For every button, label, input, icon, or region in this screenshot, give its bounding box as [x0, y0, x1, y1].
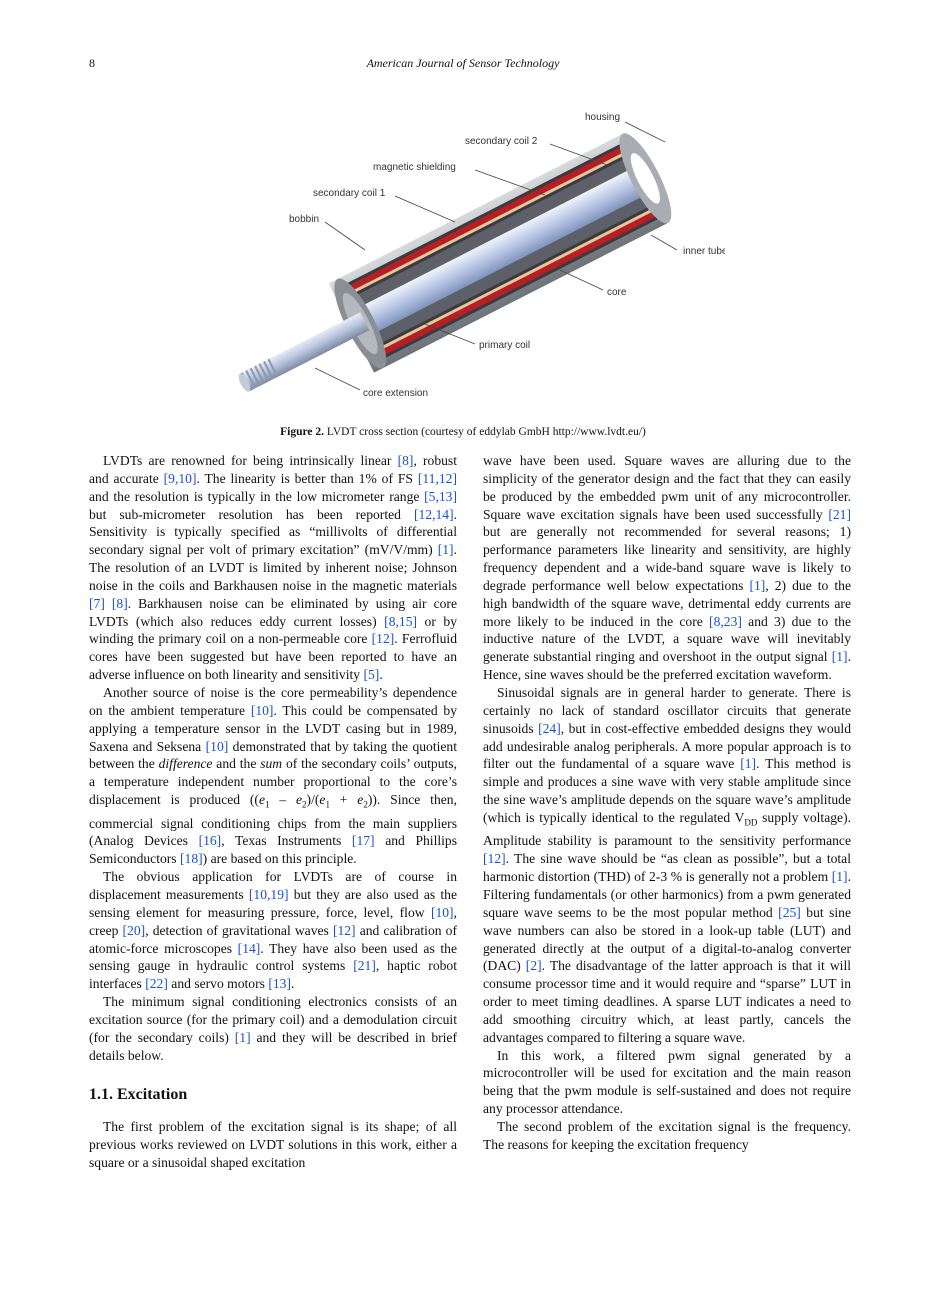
journal-title: American Journal of Sensor Technology [366, 56, 560, 70]
citation-link[interactable]: [8,15] [384, 613, 418, 629]
citation-link[interactable]: [8,23] [709, 613, 742, 629]
paragraph: Sinusoidal signals are in general harder to generate. There is certainly no lack of standard oscillator circuits that generate sinusoids [24], but in cost-effective embedded designs they would add undesirable analog peripherals. A more popular approach is to filter out the fundamental of a square wave [1]. This method is simple and produces a sine wave with very stable amplitude since the sine wave’s amplitude depends on the square wave’s amplitude (which is typically identical to the regulated $V_{DD}$ supply voltage). Amplitude stability is paramount to the sensitivity performance [12]. The sine wave should be “as clean as possible”, but a total harmonic distortion (THD) of 2-3 % is generally not a problem [1]. Filtering fundamentals (or other harmonics) from a pwm generated square wave seems to be the most popular method [25] but sine wave numbers can also be stored in a look-up table (LUT) and generated directly at the output of a digital-to-analog converter (DAC) [2]. The disadvantage of the latter approach is that it will consume processor time and it would require and “sparse” LUT in order to meet timing deadlines. A sparse LUT indicates a need to add smoothing circuitry which, at least partly, cancels the advantages compared to filtering a square wave. [483, 684, 852, 1045]
section-heading: 1.1. Excitation [89, 1086, 188, 1104]
citation-link[interactable]: [21] [353, 958, 376, 974]
label-inner-tube: inner tube [683, 246, 725, 257]
left-column [89, 452, 457, 1172]
label-magnetic-shielding: magnetic shielding [373, 162, 456, 173]
citation-link[interactable]: [10] [430, 904, 454, 920]
citation-link[interactable]: [1] [749, 577, 766, 593]
citation-link[interactable]: [1] [831, 649, 848, 665]
right-column [483, 452, 851, 1154]
citation-link[interactable]: [13] [268, 976, 291, 992]
lvdt-cross-section-image [205, 100, 725, 408]
citation-link[interactable]: [18] [180, 851, 203, 867]
citation-link[interactable]: [10] [250, 702, 274, 718]
paragraph: Another source of noise is the core permeability’s dependence on the ambient temperature [10]. This could be compensated by applying a temperature sensor in the LVDT casing but in 1989, Saxena and Seksena [10] demonstrated that by taking the quotient between the difference and the sum of the secondary coils’ outputs, a temperature independent number proportional to the core’s displacement is produced $((e_1 - e_2)/(e_1 + e_2))$. Since then, commercial signal conditioning chips from the main suppliers (Analog Devices [16], Texas Instruments [17] and Phillips Semiconductors [18]) are based on this principle. [89, 684, 458, 867]
citation-link[interactable]: [22] [145, 976, 168, 992]
paragraph: LVDTs are renowned for being intrinsically linear [8], robust and accurate [9,10]. The linearity is better than 1% of FS [11,12] and the resolution is typically in the low micrometer range [5,13] but sub-micrometer resolution has been reported [12,14]. Sensitivity is typically specified as “millivolts of differential secondary signal per volt of primary excitation” (mV/V/mm) [1]. The resolution of an LVDT is limited by inherent noise; Johnson noise in the coils and Barkhausen noise in the magnetic materials [7] [8]. Barkhausen noise can be eliminated by using air core LVDTs (which also reduces eddy current losses) [8,15] or by winding the primary coil on a non-permeable core [12]. Ferrofluid cores have been suggested but have been reported to have an adverse influence on both linearity and sensitivity [5]. [89, 453, 458, 683]
label-bobbin: bobbin [289, 214, 320, 225]
paragraph: The second problem of the excitation signal is the frequency. The reasons for keeping the excitation frequency [483, 1118, 851, 1152]
citation-link[interactable]: [12] [371, 631, 395, 647]
page-number: 8 [89, 56, 95, 70]
citation-link[interactable]: [9,10] [163, 470, 197, 486]
citation-link[interactable]: [12,14] [413, 506, 454, 522]
figure-caption [0, 426, 926, 438]
citation-link[interactable]: [11,12] [417, 470, 457, 486]
caption-label: Figure 2. [280, 426, 325, 438]
citation-link[interactable]: [1] [437, 542, 454, 558]
citation-link[interactable]: [8] [111, 595, 128, 611]
citation-link[interactable]: [14] [237, 940, 261, 956]
page-header [0, 56, 926, 74]
citation-link[interactable]: [7] [89, 595, 105, 611]
citation-link[interactable]: [2] [525, 958, 542, 974]
caption-text: LVDT cross section (courtesy of eddylab GmbH http://www.lvdt.eu/) [326, 426, 646, 438]
label-core-extension: core extension [363, 388, 429, 399]
label-primary-coil: primary coil [479, 340, 531, 351]
citation-link[interactable]: [1] [234, 1029, 251, 1045]
citation-link[interactable]: [8] [397, 453, 414, 468]
citation-link[interactable]: [25] [778, 904, 801, 920]
paragraph: The minimum signal conditioning electronics consists of an excitation source (for the primary coil) and a demodulation circuit (for the secondary coils) [1] and they will be described in brief details below. [89, 994, 457, 1063]
citation-link[interactable]: [12] [332, 922, 356, 938]
citation-link[interactable]: [10] [205, 738, 229, 754]
citation-link[interactable]: [1] [831, 869, 848, 885]
label-housing: housing [585, 112, 621, 123]
citation-link[interactable]: [21] [828, 506, 851, 522]
label-secondary-coil-1: secondary coil 1 [313, 188, 386, 199]
citation-link[interactable]: [10,19] [248, 886, 289, 902]
label-core: core [607, 287, 627, 298]
label-secondary-coil-2: secondary coil 2 [465, 136, 538, 147]
paragraph: wave have been used. Square waves are alluring due to the simplicity of the generator design and the fact that they can easily be produced by the embedded pwm unit of any microcontroller. Square wave excitation signals have been used successfully [21] but are generally not recommended for several reasons; 1) performance parameters like linearity and sensitivity, are highly frequency dependent and a wide-band square wave is likely to degrade performance well below expectations [1], 2) due to the high bandwidth of the square wave, detrimental eddy currents are more likely to be induced in the core [8,23] and 3) due to the inductive nature of the LVDT, a square wave will inevitably generate substantial ringing and overshoot in the output signal [1]. Hence, sine waves should be the preferred excitation waveform. [483, 453, 851, 683]
citation-link[interactable]: [1] [740, 756, 757, 772]
citation-link[interactable]: [17] [351, 833, 375, 849]
citation-link[interactable]: [24] [538, 720, 561, 736]
citation-link[interactable]: [5,13] [424, 488, 457, 504]
paragraph: The obvious application for LVDTs are of course in displacement measurements [10,19] but they are also used as the sensing element for measuring pressure, force, level, flow [10], creep [20], detection of gravitational waves [12] and calibration of atomic-force microscopes [14]. They have also been used as the sensing gauge in hydraulic control systems [21], haptic robot interfaces [22] and servo motors [13]. [89, 869, 457, 992]
paragraph: In this work, a filtered pwm signal generated by a microcontroller will be used for excitation and the main reason being that the pwm module is self-sustained and does not require any processor attendance. [483, 1047, 851, 1117]
citation-link[interactable]: [5] [363, 667, 380, 683]
lvdt-figure [205, 100, 725, 408]
paragraph: The first problem of the excitation signal is its shape; of all previous works reviewed on LVDT solutions in this work, either a square or a sinusoidal shaped excitation [89, 1119, 457, 1170]
citation-link[interactable]: [16] [198, 833, 222, 849]
citation-link[interactable]: [20] [122, 922, 146, 938]
citation-link[interactable]: [12] [483, 851, 506, 867]
